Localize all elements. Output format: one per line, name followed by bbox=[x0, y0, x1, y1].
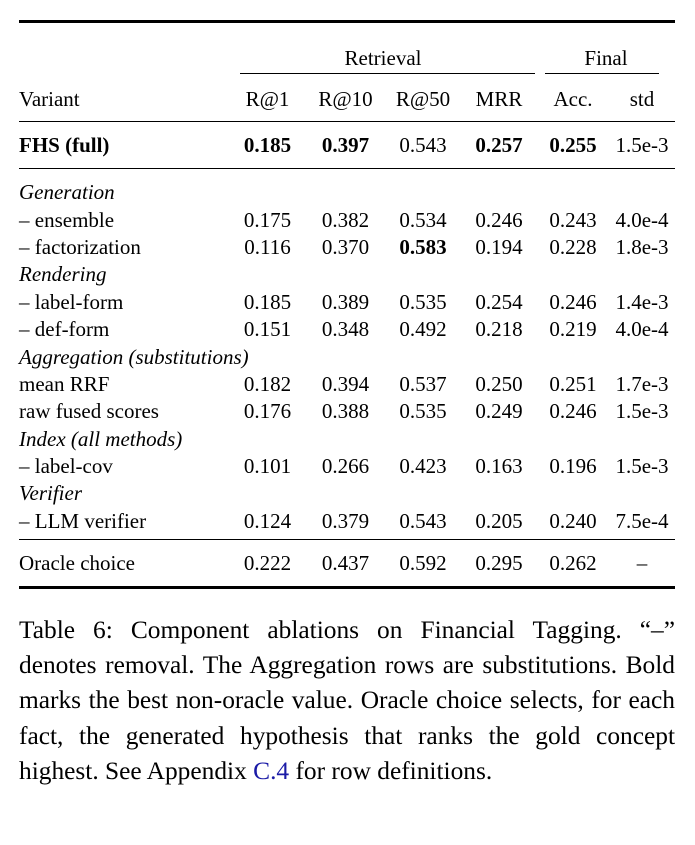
variant-cell: – ensemble bbox=[19, 207, 115, 232]
value-cell: 0.583 bbox=[399, 234, 447, 259]
value-cell: 0.266 bbox=[321, 454, 370, 479]
value-cell: 0.397 bbox=[321, 132, 370, 157]
section-title-row bbox=[19, 343, 675, 370]
value-cell: 0.182 bbox=[243, 371, 292, 396]
value-cell: 0.101 bbox=[243, 454, 292, 479]
section-title-row bbox=[19, 426, 675, 453]
value-cell: – bbox=[636, 550, 648, 575]
group-header-retrieval: Retrieval bbox=[344, 46, 422, 70]
variant-cell: – label-cov bbox=[19, 454, 113, 479]
section-title: Aggregation (substitutions) bbox=[19, 344, 249, 369]
table-row bbox=[19, 289, 675, 316]
value-cell: 0.246 bbox=[475, 207, 523, 232]
value-cell: 0.492 bbox=[399, 317, 447, 342]
table-row-full bbox=[19, 122, 675, 169]
column-header: R@50 bbox=[395, 86, 451, 111]
variant-cell: mean RRF bbox=[19, 371, 110, 396]
column-header: R@1 bbox=[245, 86, 290, 111]
value-cell: 0.185 bbox=[243, 132, 292, 157]
table-row bbox=[19, 453, 675, 480]
value-cell: 1.7e-3 bbox=[615, 371, 669, 396]
column-header: Acc. bbox=[553, 86, 593, 111]
value-cell: 0.534 bbox=[399, 207, 447, 232]
value-cell: 0.535 bbox=[399, 399, 447, 424]
bottom-rule bbox=[19, 588, 675, 590]
value-cell: 0.254 bbox=[475, 289, 523, 314]
variant-cell: FHS (full) bbox=[19, 132, 110, 157]
variant-cell: – factorization bbox=[19, 234, 141, 259]
section-title-row bbox=[19, 261, 675, 288]
section-title-row bbox=[19, 179, 675, 206]
section-title: Index (all methods) bbox=[19, 426, 183, 451]
table-row bbox=[19, 316, 675, 343]
appendix-link[interactable]: C.4 bbox=[253, 756, 290, 785]
value-cell: 0.389 bbox=[321, 289, 370, 314]
table-row bbox=[19, 398, 675, 425]
value-cell: 0.228 bbox=[549, 234, 597, 259]
column-header: R@10 bbox=[318, 86, 373, 111]
value-cell: 0.382 bbox=[321, 207, 370, 232]
value-cell: 1.5e-3 bbox=[615, 132, 669, 157]
section-title: Verifier bbox=[19, 481, 82, 506]
value-cell: 0.240 bbox=[549, 508, 597, 533]
ablation-table bbox=[19, 20, 675, 589]
value-cell: 0.116 bbox=[244, 234, 291, 259]
value-cell: 0.537 bbox=[399, 371, 447, 396]
value-cell: 4.0e-4 bbox=[615, 317, 669, 342]
value-cell: 0.218 bbox=[475, 317, 523, 342]
value-cell: 1.8e-3 bbox=[615, 234, 669, 259]
value-cell: 0.423 bbox=[399, 454, 447, 479]
variant-cell: – def-form bbox=[19, 317, 110, 342]
column-header: std bbox=[629, 86, 655, 111]
value-cell: 0.222 bbox=[243, 550, 292, 575]
table-row bbox=[19, 371, 675, 398]
value-cell: 0.257 bbox=[475, 132, 523, 157]
variant-cell: Oracle choice bbox=[19, 550, 136, 575]
value-cell: 0.370 bbox=[321, 234, 370, 259]
group-header-final: Final bbox=[584, 46, 628, 70]
value-cell: 0.348 bbox=[321, 317, 370, 342]
table-row bbox=[19, 508, 675, 535]
table-caption bbox=[19, 613, 675, 789]
value-cell: 0.151 bbox=[243, 317, 292, 342]
value-cell: 0.243 bbox=[549, 207, 597, 232]
value-cell: 0.543 bbox=[399, 508, 447, 533]
table-row bbox=[19, 206, 675, 233]
group-header-row bbox=[19, 23, 675, 77]
value-cell: 0.251 bbox=[549, 371, 597, 396]
value-cell: 0.388 bbox=[321, 399, 370, 424]
value-cell: 0.246 bbox=[549, 289, 597, 314]
caption-text-end: for row definitions. bbox=[289, 756, 493, 785]
value-cell: 0.535 bbox=[399, 289, 447, 314]
value-cell: 0.246 bbox=[549, 399, 597, 424]
value-cell: 0.437 bbox=[321, 550, 370, 575]
value-cell: 0.379 bbox=[321, 508, 370, 533]
value-cell: 7.5e-4 bbox=[615, 508, 669, 533]
value-cell: 0.205 bbox=[475, 508, 523, 533]
column-header: MRR bbox=[475, 86, 523, 111]
caption-text: Table 6: Component ablations on Financial Tagging. “–” denotes removal. The Aggregation rows are substitutions. Bold marks the best non-oracle value. Oracle choice selects, for each fact, the generated hypothesis that ranks the gold concept highest. See Appendix bbox=[19, 616, 675, 785]
variant-cell: – label-form bbox=[19, 289, 124, 314]
section-title: Generation bbox=[19, 180, 115, 205]
value-cell: 1.5e-3 bbox=[615, 399, 669, 424]
value-cell: 0.219 bbox=[549, 317, 597, 342]
value-cell: 4.0e-4 bbox=[615, 207, 669, 232]
variant-cell: – LLM verifier bbox=[19, 508, 147, 533]
value-cell: 0.163 bbox=[475, 454, 523, 479]
table-row bbox=[19, 234, 675, 261]
value-cell: 0.249 bbox=[475, 399, 523, 424]
value-cell: 0.394 bbox=[321, 371, 370, 396]
section-title-row bbox=[19, 480, 675, 507]
value-cell: 0.250 bbox=[475, 371, 523, 396]
value-cell: 0.592 bbox=[399, 550, 447, 575]
value-cell: 0.175 bbox=[243, 207, 292, 232]
value-cell: 0.196 bbox=[549, 454, 597, 479]
section-title: Rendering bbox=[19, 262, 107, 287]
spacer-row bbox=[19, 169, 675, 179]
variant-cell: raw fused scores bbox=[19, 399, 159, 424]
value-cell: 0.124 bbox=[243, 508, 292, 533]
value-cell: 0.194 bbox=[475, 234, 523, 259]
value-cell: 0.185 bbox=[243, 289, 292, 314]
value-cell: 0.543 bbox=[399, 132, 447, 157]
value-cell: 0.255 bbox=[549, 132, 597, 157]
value-cell: 1.4e-3 bbox=[615, 289, 669, 314]
value-cell: 0.295 bbox=[475, 550, 523, 575]
column-header: Variant bbox=[19, 86, 80, 111]
value-cell: 0.262 bbox=[549, 550, 597, 575]
table-row-oracle bbox=[19, 540, 675, 588]
value-cell: 1.5e-3 bbox=[615, 454, 669, 479]
value-cell: 0.176 bbox=[243, 399, 292, 424]
column-header-row bbox=[19, 77, 675, 122]
